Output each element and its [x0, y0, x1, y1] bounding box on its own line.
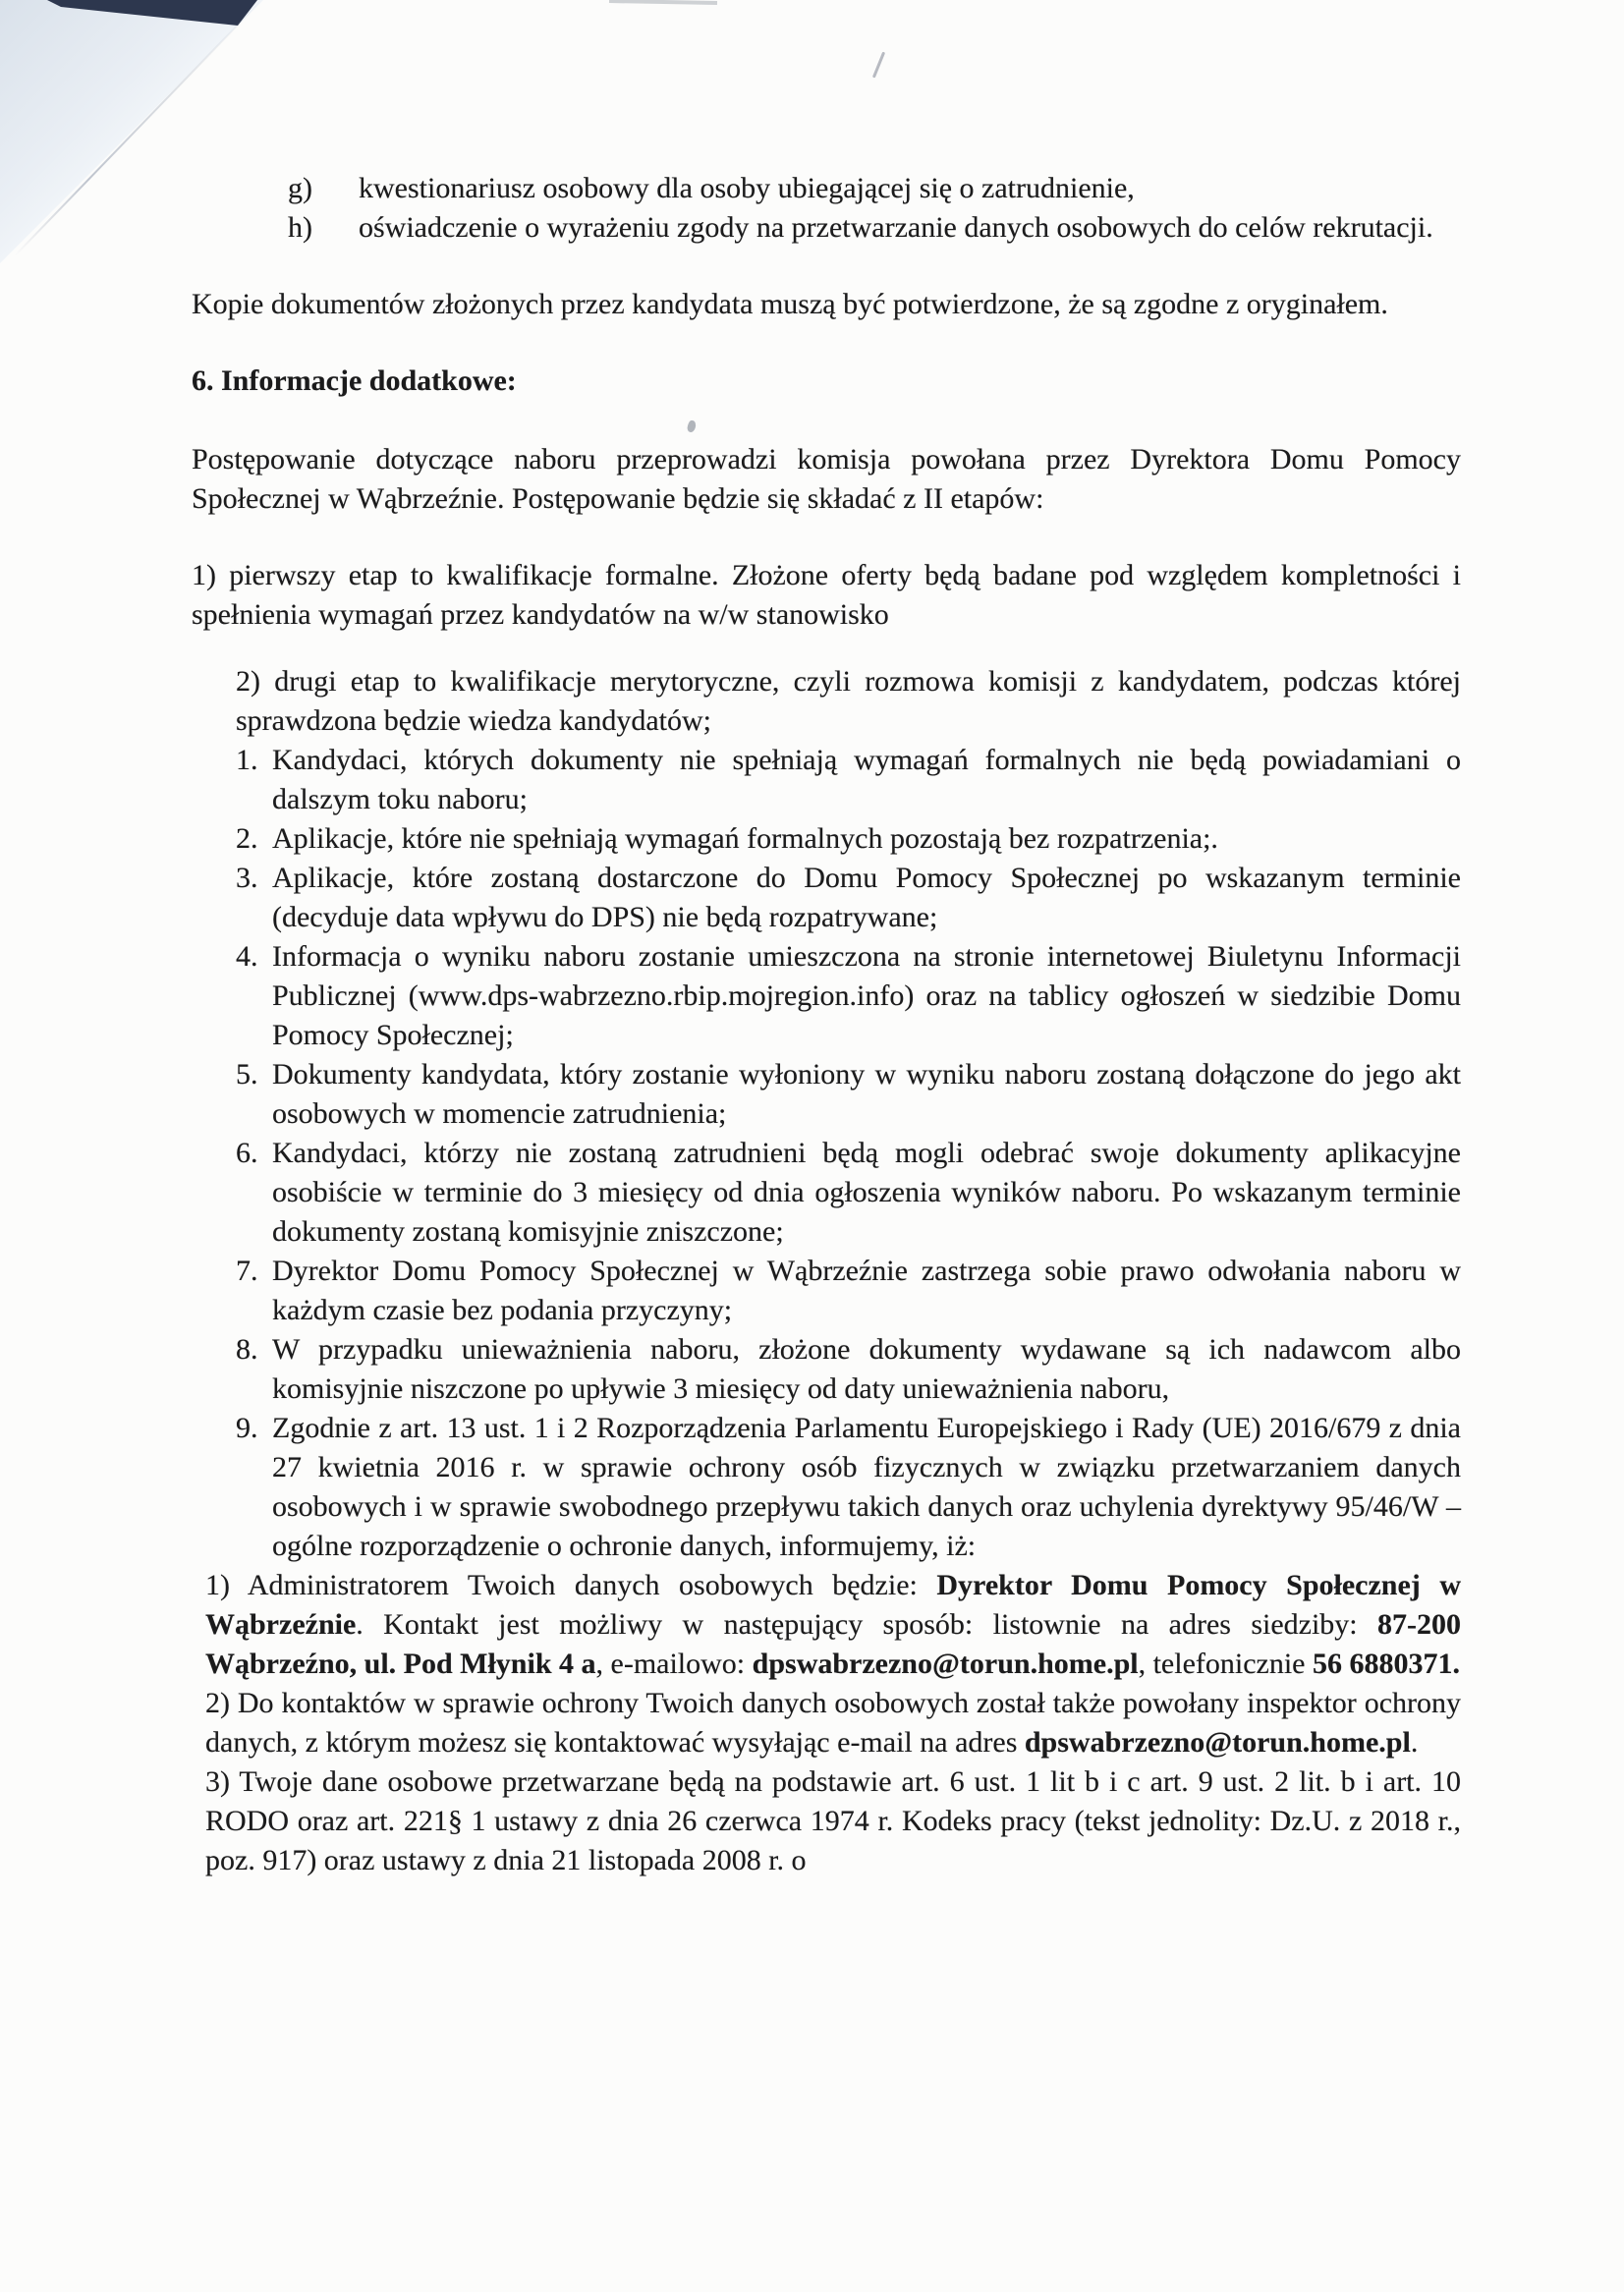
list-item-text: Dokumenty kandydata, który zostanie wyłoniony w wyniku naboru zostaną dołączone do jego akt osobowych w momencie zatrudnienia; — [272, 1058, 1461, 1130]
letter-list-text: oświadczenie o wyrażeniu zgody na przetwarzanie danych osobowych do celów rekrutacji. — [359, 211, 1433, 244]
list-item-number: 8. — [236, 1333, 258, 1366]
list-item-number: 1. — [236, 744, 258, 776]
list-item-text: Informacja o wyniku naboru zostanie umieszczona na stronie internetowej Biuletynu Informacji Publicznej (www.dps-wabrzezno.rbip.mojregion.info) oraz na tablicy ogłoszeń w siedzibie Domu Pomocy Społecznej; — [272, 940, 1461, 1051]
list-item-text: Dyrektor Domu Pomocy Społecznej w Wąbrzeźnie zastrzega sobie prawo odwołania naboru w każdym czasie bez podania przyczyny; — [272, 1255, 1461, 1326]
letter-list-label: h) — [288, 211, 312, 244]
list-item-number: 2. — [236, 822, 258, 855]
letter-list-item-g — [192, 169, 1461, 208]
stage2-and-list-block — [236, 662, 1461, 1566]
list-item-text: Kandydaci, których dokumenty nie spełniają wymagań formalnych nie będą powiadamiani o dalszym toku naboru; — [272, 744, 1461, 815]
list-item — [236, 741, 1461, 819]
paragraph-stage2: 2) drugi etap to kwalifikacje merytoryczne, czyli rozmowa komisji z kandydatem, podczas której sprawdzona będzie wiedza kandydatów; — [236, 665, 1461, 737]
list-item — [236, 1055, 1461, 1134]
list-item — [236, 1409, 1461, 1566]
rodo-paragraph-administrator: 1) Administratorem Twoich danych osobowych będzie: Dyrektor Domu Pomocy Społecznej w Wąbrzeźnie. Kontakt jest możliwy w następujący sposób: listownie na adres siedziby: 87-200 Wąbrzeźno, ul. Pod Młynik 4 a, e-mailowo: dpswabrzezno@torun.home.pl, telefonicznie 56 6880371. — [205, 1569, 1461, 1680]
list-item-text: W przypadku unieważnienia naboru, złożone dokumenty wydawane są ich nadawcom albo komisyjnie niszczone po upływie 3 miesięcy od daty unieważnienia naboru, — [272, 1333, 1461, 1405]
list-item-number: 6. — [236, 1137, 258, 1169]
list-item — [236, 1252, 1461, 1330]
rodo-paragraph-inspector: 2) Do kontaktów w sprawie ochrony Twoich danych osobowych został także powołany inspektor ochrony danych, z którym możesz się kontaktować wysyłając e-mail na adres dpswabrzezno@torun.home.pl. — [205, 1687, 1461, 1759]
list-item-text: Aplikacje, które nie spełniają wymagań formalnych pozostają bez rozpatrzenia;. — [272, 822, 1218, 855]
paragraph-committee: Postępowanie dotyczące naboru przeprowadzi komisja powołana przez Dyrektora Domu Pomocy Społecznej w Wąbrzeźnie. Postępowanie będzie się składać z II etapów: — [192, 443, 1461, 515]
list-item — [236, 937, 1461, 1055]
list-item-text: Aplikacje, które zostaną dostarczone do Domu Pomocy Społecznej po wskazanym terminie (decyduje data wpływu do DPS) nie będą rozpatrywane; — [272, 862, 1461, 933]
rodo-paragraph-legal-basis: 3) Twoje dane osobowe przetwarzane będą na podstawie art. 6 ust. 1 lit b i c art. 9 ust. 2 lit. b i art. 10 RODO oraz art. 221§ 1 ustawy z dnia 26 czerwca 1974 r. Kodeks pracy (tekst jednolity: Dz.U. z 2018 r., poz. 917) oraz ustawy z dnia 21 listopada 2008 r. o — [205, 1765, 1461, 1876]
section-heading: 6. Informacje dodatkowe: — [192, 364, 517, 397]
rodo-information-block — [205, 1566, 1461, 1880]
list-item — [236, 859, 1461, 937]
letter-list-item-h — [192, 208, 1461, 248]
list-item-text: Kandydaci, którzy nie zostaną zatrudnieni będą mogli odebrać swoje dokumenty aplikacyjne osobiście w terminie do 3 miesięcy od dnia ogłoszenia wyników naboru. Po wskazanym terminie dokumenty zostaną komisyjnie zniszczone; — [272, 1137, 1461, 1248]
list-item — [236, 1330, 1461, 1409]
list-item-number: 7. — [236, 1255, 258, 1287]
letter-list-text: kwestionariusz osobowy dla osoby ubiegającej się o zatrudnienie, — [359, 172, 1135, 204]
document-content — [192, 169, 1461, 1880]
scan-slash-mark — [872, 51, 885, 78]
list-item-number: 5. — [236, 1058, 258, 1090]
letter-list-label: g) — [288, 172, 312, 204]
list-item-number: 4. — [236, 940, 258, 973]
paragraph-copies: Kopie dokumentów złożonych przez kandydata muszą być potwierdzone, że są zgodne z oryginałem. — [192, 288, 1388, 320]
list-item — [236, 1134, 1461, 1252]
paragraph-stage1: 1) pierwszy etap to kwalifikacje formalne. Złożone oferty będą badane pod względem kompletności i spełnienia wymagań przez kandydatów na w/w stanowisko — [192, 559, 1461, 631]
list-item-number: 9. — [236, 1412, 258, 1444]
scan-smudge-mark — [609, 0, 717, 5]
list-item-text: Zgodnie z art. 13 ust. 1 i 2 Rozporządzenia Parlamentu Europejskiego i Rady (UE) 2016/679 z dnia 27 kwietnia 2016 r. w sprawie ochrony osób fizycznych w związku przetwarzaniem danych osobowych i w sprawie swobodnego przepływu takich danych oraz uchylenia dyrektywy 95/46/W – ogólne rozporządzenie o ochronie danych, informujemy, iż: — [272, 1412, 1461, 1562]
list-item-number: 3. — [236, 862, 258, 894]
list-item — [236, 819, 1461, 859]
